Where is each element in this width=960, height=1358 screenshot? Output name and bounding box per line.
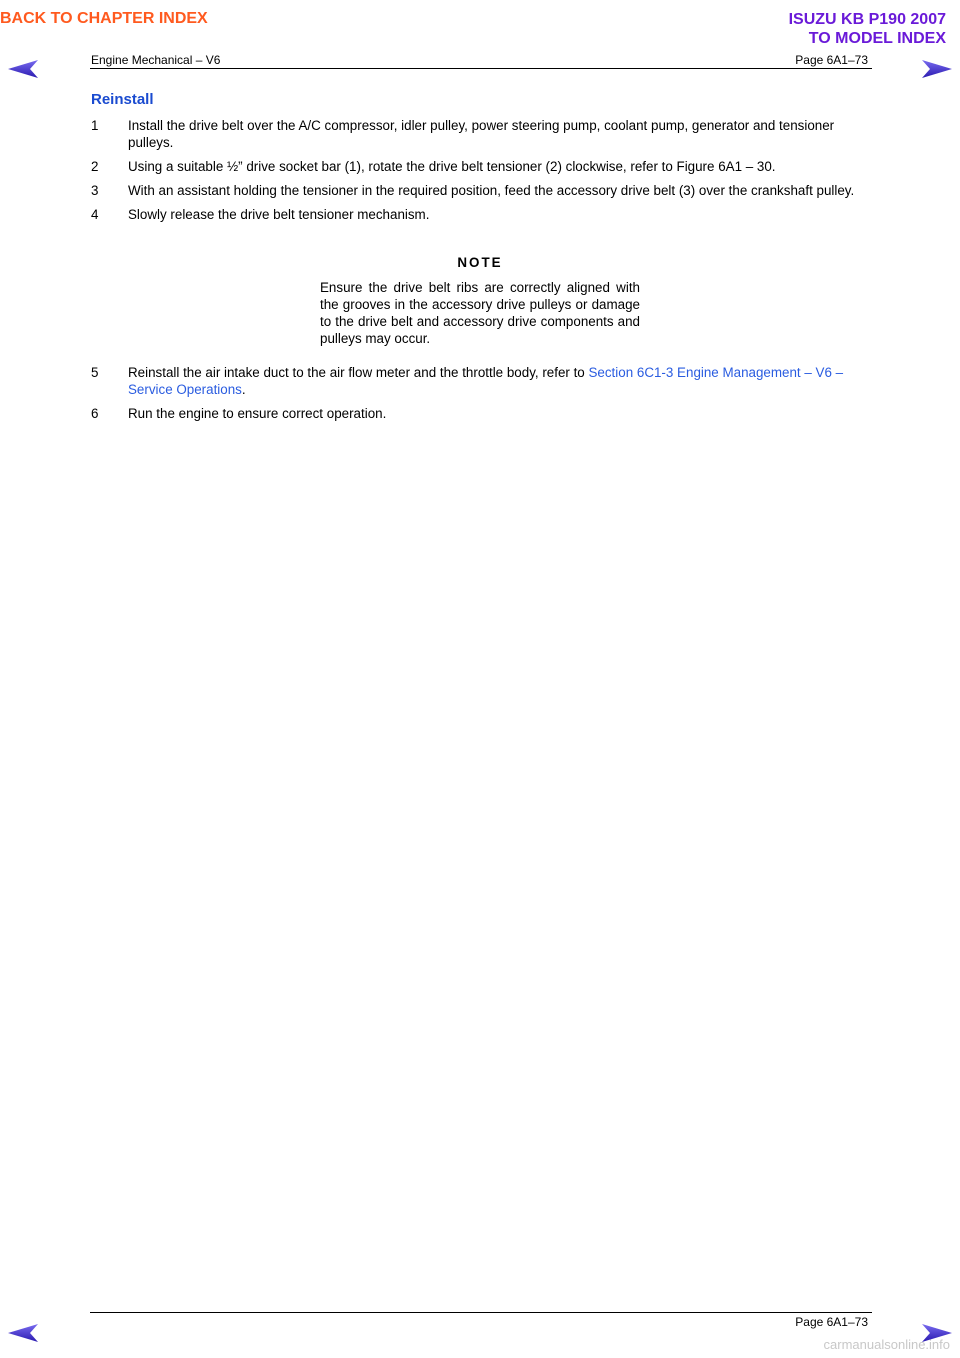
list-item [91, 405, 871, 422]
step-number: 5 [91, 365, 99, 380]
list-item [91, 206, 871, 223]
step-text: Install the drive belt over the A/C compressor, idler pulley, power steering pump, coolant pump, generator and tensioner pulleys. [128, 118, 835, 150]
model-title-block [789, 10, 946, 48]
step-text: Slowly release the drive belt tensioner mechanism. [128, 207, 430, 222]
step-number: 6 [91, 406, 99, 421]
note-text: Ensure the drive belt ribs are correctly aligned with the grooves in the accessory drive pulleys or damage to the drive belt and accessory drive components and pulleys may occur. [320, 280, 640, 346]
list-item [91, 182, 871, 199]
list-item [91, 158, 871, 175]
header-section-name: Engine Mechanical – V6 [91, 53, 221, 67]
footer-page-number: Page 6A1–73 [795, 1315, 868, 1329]
step-text [128, 364, 871, 398]
header-rule [90, 68, 872, 69]
step-number: 3 [91, 183, 99, 198]
model-title: ISUZU KB P190 2007 [788, 11, 946, 28]
step-text-before: Reinstall the air intake duct to the air flow meter and the throttle body, refer to [128, 365, 589, 380]
back-to-chapter-index-link[interactable]: BACK TO CHAPTER INDEX [0, 10, 208, 27]
step-text: With an assistant holding the tensioner in the required position, feed the accessory drive belt (3) over the crankshaft pulley. [128, 183, 855, 198]
prev-page-arrow-icon[interactable] [6, 58, 40, 80]
section-heading: Reinstall [91, 91, 154, 108]
prev-page-arrow-bottom-icon[interactable] [6, 1322, 40, 1344]
step-text: Run the engine to ensure correct operation. [128, 406, 387, 421]
step-text-after: . [241, 382, 246, 397]
step-number: 4 [91, 207, 99, 222]
steps-list-continued [91, 364, 871, 429]
step-number: 1 [91, 118, 99, 133]
to-model-index-link[interactable]: TO MODEL INDEX [808, 30, 946, 47]
section-reference-link[interactable]: Section 6C1-3 Engine Management – V6 – Service Operations [128, 365, 844, 397]
footer-rule [90, 1312, 872, 1313]
watermark: carmanualsonline.info [823, 1337, 950, 1352]
step-text: Using a suitable ½” drive socket bar (1), rotate the drive belt tensioner (2) clockwise, refer to Figure 6A1 – 30. [128, 159, 776, 174]
note-heading: NOTE [457, 255, 503, 270]
header-page-number: Page 6A1–73 [795, 53, 868, 67]
next-page-arrow-icon[interactable] [920, 58, 954, 80]
steps-list [91, 117, 871, 230]
list-item [91, 364, 871, 398]
step-number: 2 [91, 159, 99, 174]
list-item [91, 117, 871, 151]
